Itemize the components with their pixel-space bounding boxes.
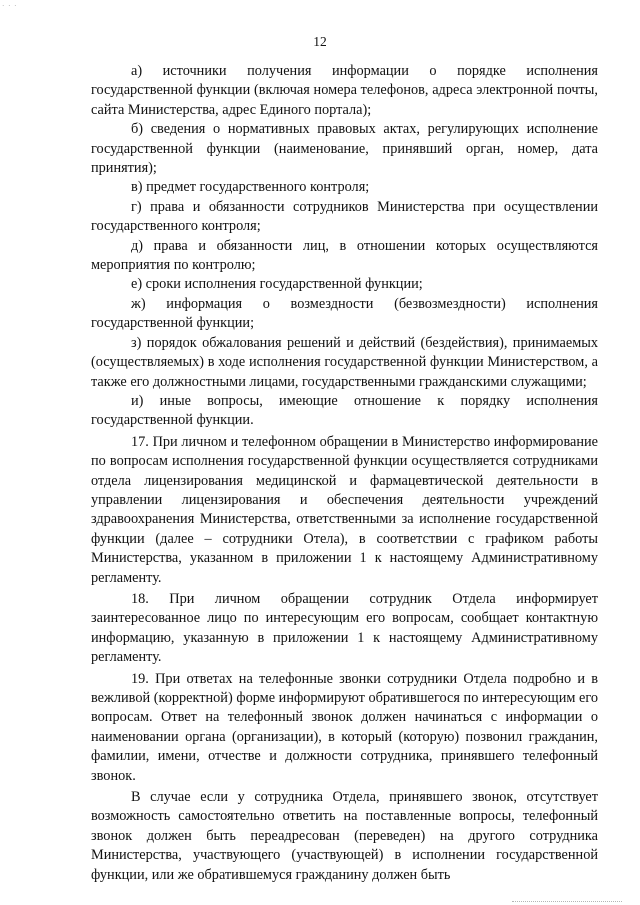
paragraph-19-continued: В случае если у сотрудника Отдела, принявшего звонок, отсутствует возможность самостоятельно ответить на поставленные вопросы, телефонный звонок должен быть переадресован (переведен) на другого сотрудника Министерства, участвующего (участвующей) в исполнении государственной функции, или же обратившемуся гражданину должен быть xyxy=(91,789,598,883)
list-item-z: з) порядок обжалования решений и действий (бездействия), принимаемых (осуществляемых) в ходе исполнения государственной функции Министерством, а также его должностными лицами, государственными гражданскими служащими; xyxy=(91,334,598,390)
list-item-d: д) права и обязанности лиц, в отношении которых осуществляются мероприятия по контролю; xyxy=(91,237,598,274)
document-body xyxy=(91,62,598,885)
scan-corner-mark: · · · xyxy=(2,2,18,10)
list-item-b: б) сведения о нормативных правовых актах, регулирующих исполнение государственной функции (наименование, принявший орган, номер, дата принятия); xyxy=(91,121,598,177)
page-number: 12 xyxy=(313,34,327,49)
scan-bottom-mark xyxy=(512,900,622,902)
list-item-e: е) сроки исполнения государственной функции; xyxy=(131,276,423,293)
list-item-a: а) источники получения информации о порядке исполнения государственной функции (включая номера телефонов, адреса электронной почты, сайта Министерства, адрес Единого портала); xyxy=(91,63,598,118)
list-item-i: и) иные вопросы, имеющие отношение к порядку исполнения государственной функции. xyxy=(91,392,598,429)
paragraph-18: 18. При личном обращении сотрудник Отдела информирует заинтересованное лицо по интересующим его вопросам, сообщает контактную информацию, указанную в приложении 1 к настоящему Административному регламенту. xyxy=(91,590,598,666)
paragraph-19: 19. При ответах на телефонные звонки сотрудники Отдела подробно и в вежливой (корректной) форме информируют обратившегося по интересующим его вопросам. Ответ на телефонный звонок должен начинаться с информации о наименовании органа (организации), в который (которую) позвонил гражданин, фамилии, имени, отчестве и должности сотрудника, принявшего телефонный звонок. xyxy=(91,670,598,784)
list-item-g: г) права и обязанности сотрудников Министерства при осуществлении государственного контроля; xyxy=(91,198,598,235)
list-item-zh: ж) информация о возмездности (безвозмездности) исполнения государственной функции; xyxy=(91,295,598,332)
paragraph-17: 17. При личном и телефонном обращении в Министерство информирование по вопросам исполнения государственной функции осуществляется сотрудниками отдела лицензирования медицинской и фармацевтической деятельности в управлении лицензирования и обеспечения деятельности учреждений здравоохранения Министерства, ответственными за исполнение государственной функции (далее – сотрудники Отела), в соответствии с графиком работы Министерства, указанном в приложении 1 к настоящему Административному регламенту. xyxy=(91,433,598,586)
list-item-v: в) предмет государственного контроля; xyxy=(131,179,370,196)
